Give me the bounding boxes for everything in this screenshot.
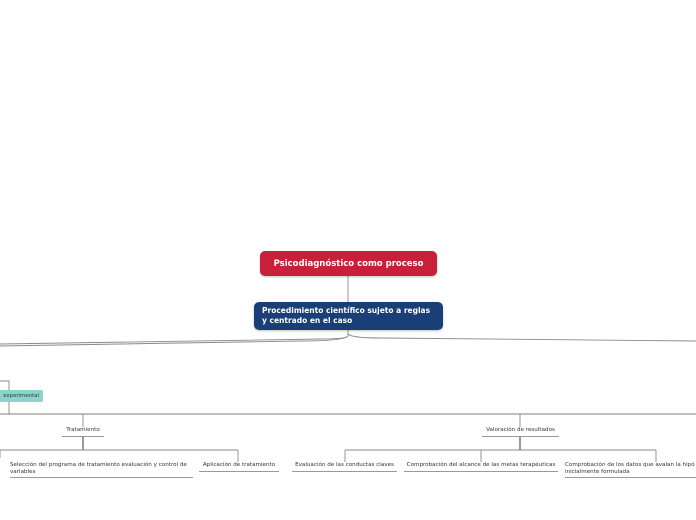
leaf-evaluacion-label: Evaluación de las conductas claves (295, 462, 394, 468)
connector-sub-left (0, 330, 348, 344)
leaf-comprobacion-datos-label: Comprobación de los datos que avalan la hipó inicialmente formulada (565, 462, 695, 475)
leaf-seleccion[interactable] (10, 462, 193, 478)
branch-valoracion[interactable] (482, 427, 559, 437)
branch-tratamiento[interactable] (62, 427, 104, 437)
leaf-seleccion-label: Selección del programa de tratamiento evaluación y control de variables (10, 462, 187, 475)
sub-node-label: Procedimiento científico sujeto a reglas y centrado en el caso (262, 306, 431, 325)
experimental-tag-node[interactable] (0, 390, 43, 402)
connector-sub-right (348, 334, 696, 341)
branch-tratamiento-label: Tratamiento (66, 427, 100, 433)
connector-left-stub (0, 381, 9, 390)
root-node-label: Psicodiagnóstico como proceso (273, 258, 424, 269)
experimental-tag-label: experimental (3, 393, 39, 399)
root-node[interactable] (260, 251, 437, 276)
leaf-comprobacion-alcance[interactable] (404, 462, 558, 472)
leaf-comprobacion-alcance-label: Comprobación del alcance de las metas terapéuticas (406, 462, 556, 468)
sub-node[interactable] (254, 302, 443, 330)
leaf-comprobacion-datos[interactable] (565, 462, 696, 478)
leaf-evaluacion[interactable] (292, 462, 397, 472)
leaf-aplicacion[interactable] (199, 462, 279, 472)
branch-valoracion-label: Valoración de resultados (486, 427, 555, 433)
leaf-aplicacion-label: Aplicación de tratamiento (202, 462, 276, 468)
